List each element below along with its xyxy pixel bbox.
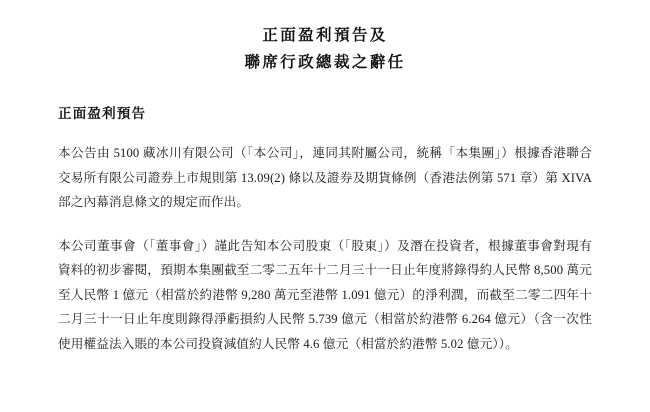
paragraph-1: 本公告由 5100 藏冰川有限公司（「本公司」，連同其附屬公司，統稱「本集團」）根據香港聯合交易所有限公司證券上市規則第 13.09(2) 條以及證券及期貨條例（香港法例第 571 章）第 XIVA 部之內幕消息條文的規定而作出。 [58,146,592,209]
document-title [58,22,592,76]
title-line-1: 正面盈利預告及 [262,27,388,44]
page-left-margin [0,0,6,412]
section-heading: 正面盈利預告 [58,106,147,121]
paragraph-2: 本公司董事會（「董事會」）謹此告知本公司股東（「股東」）及潛在投資者，根據董事會對現有資料的初步審閱，預期本集團截至二零二五年十二月三十一日止年度將錄得約人民幣 8,500 萬元至人民幣 1 億元（相當於約港幣 9,280 萬元至港幣 1.091 億元）的淨利潤，而截至二零二四年十二月三十一日止年度則錄得淨虧損約人民幣 5.739 億元（相當於約港幣 6.264 億元）（含一次性使用權益法入賬的本公司投資減值約人民幣 4.6 億元（相當於約港幣 5.02 億元））。 [58,238,592,351]
title-line-2: 聯席行政總裁之辭任 [244,54,406,71]
